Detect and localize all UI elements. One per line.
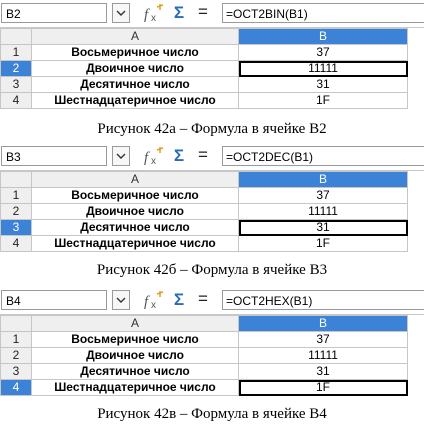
sum-icon[interactable]: Σ [173,3,185,22]
sheet-grid [0,315,408,396]
name-box[interactable]: B4 [1,290,107,310]
svg-text:x: x [151,13,156,24]
svg-text:f: f [144,150,149,166]
cell-b1[interactable]: 37 [239,332,408,348]
table-row [1,77,408,93]
cell-b3[interactable]: 31 [239,77,408,93]
cell-b1[interactable]: 37 [239,45,408,61]
column-header-b[interactable]: B [239,29,408,45]
sheet-grid [0,28,408,109]
sheet-grid [0,171,408,252]
cell-a3[interactable]: Десятичное число [32,77,239,93]
cell-b4-selected[interactable]: 1F [239,380,408,396]
cell-b1[interactable]: 37 [239,188,408,204]
chevron-down-icon [116,153,126,160]
cell-a4[interactable]: Шестнадцатеричное число [32,380,239,396]
chevron-down-icon [116,297,126,304]
cell-b3[interactable]: 31 [239,364,408,380]
row-header[interactable]: 3 [1,77,32,93]
column-header-a[interactable]: A [32,29,239,45]
table-row [1,364,408,380]
name-box[interactable]: B2 [1,3,107,23]
figure-caption: Рисунок 42в – Формула в ячейке B4 [97,406,327,422]
cell-a2[interactable]: Двоичное число [32,61,239,77]
figure-caption: Рисунок 42а – Формула в ячейке B2 [97,121,327,137]
table-row [1,188,408,204]
cell-b3-selected[interactable]: 31 [239,220,408,236]
name-box-dropdown[interactable] [112,290,130,310]
svg-text:f: f [144,7,149,23]
column-header-b[interactable]: B [239,316,408,332]
cell-a1[interactable]: Восьмеричное число [32,45,239,61]
formula-input[interactable]: =OCT2DEC(B1) [222,146,424,166]
table-row [1,93,408,109]
equals-icon[interactable]: = [198,2,208,21]
cell-a2[interactable]: Двоичное число [32,204,239,220]
row-header[interactable]: 3 [1,364,32,380]
select-all-corner[interactable] [1,316,32,332]
equals-icon[interactable]: = [198,289,208,308]
cell-b2[interactable]: 11111 [239,348,408,364]
equals-icon[interactable]: = [198,145,208,164]
sum-icon[interactable]: Σ [173,290,185,309]
row-header[interactable]: 1 [1,45,32,61]
name-box[interactable]: B3 [1,146,107,166]
select-all-corner[interactable] [1,29,32,45]
cell-a1[interactable]: Восьмеричное число [32,188,239,204]
formula-bar [0,287,424,315]
formula-bar [0,0,424,28]
cell-b2-selected[interactable]: 11111 [239,61,408,77]
cell-b4[interactable]: 1F [239,93,408,109]
table-row [1,204,408,220]
row-header[interactable]: 1 [1,188,32,204]
row-header[interactable]: 2 [1,348,32,364]
spreadsheet-panel-b3 [0,143,424,278]
cell-a3[interactable]: Десятичное число [32,220,239,236]
select-all-corner[interactable] [1,172,32,188]
cell-b2[interactable]: 11111 [239,204,408,220]
cell-a2[interactable]: Двоичное число [32,348,239,364]
formula-bar [0,143,424,171]
sum-icon[interactable]: Σ [173,146,185,165]
function-wizard-icon[interactable] [143,147,165,167]
row-header[interactable]: 4 [1,93,32,109]
function-wizard-icon[interactable] [143,291,165,311]
name-box-dropdown[interactable] [112,146,130,166]
table-row [1,220,408,236]
function-wizard-icon[interactable] [143,4,165,24]
row-header[interactable]: 3 [1,220,32,236]
row-header[interactable]: 2 [1,61,32,77]
formula-input[interactable]: =OCT2BIN(B1) [222,3,424,23]
table-row [1,45,408,61]
cell-a4[interactable]: Шестнадцатеричное число [32,93,239,109]
table-row [1,61,408,77]
cell-a4[interactable]: Шестнадцатеричное число [32,236,239,252]
cell-a3[interactable]: Десятичное число [32,364,239,380]
figure-caption: Рисунок 42б – Формула в ячейке B3 [96,262,328,278]
column-header-b[interactable]: B [239,172,408,188]
cell-a1[interactable]: Восьмеричное число [32,332,239,348]
row-header[interactable]: 4 [1,380,32,396]
name-box-dropdown[interactable] [112,3,130,23]
svg-text:f: f [144,294,149,310]
chevron-down-icon [116,10,126,17]
formula-input[interactable]: =OCT2HEX(B1) [222,290,424,310]
table-row [1,380,408,396]
cell-b4[interactable]: 1F [239,236,408,252]
svg-text:x: x [151,300,156,311]
spreadsheet-panel-b4 [0,287,424,422]
spreadsheet-panel-b2 [0,0,424,137]
column-header-a[interactable]: A [32,172,239,188]
row-header[interactable]: 2 [1,204,32,220]
column-header-a[interactable]: A [32,316,239,332]
table-row [1,348,408,364]
table-row [1,332,408,348]
table-row [1,236,408,252]
svg-text:x: x [151,156,156,167]
row-header[interactable]: 1 [1,332,32,348]
row-header[interactable]: 4 [1,236,32,252]
